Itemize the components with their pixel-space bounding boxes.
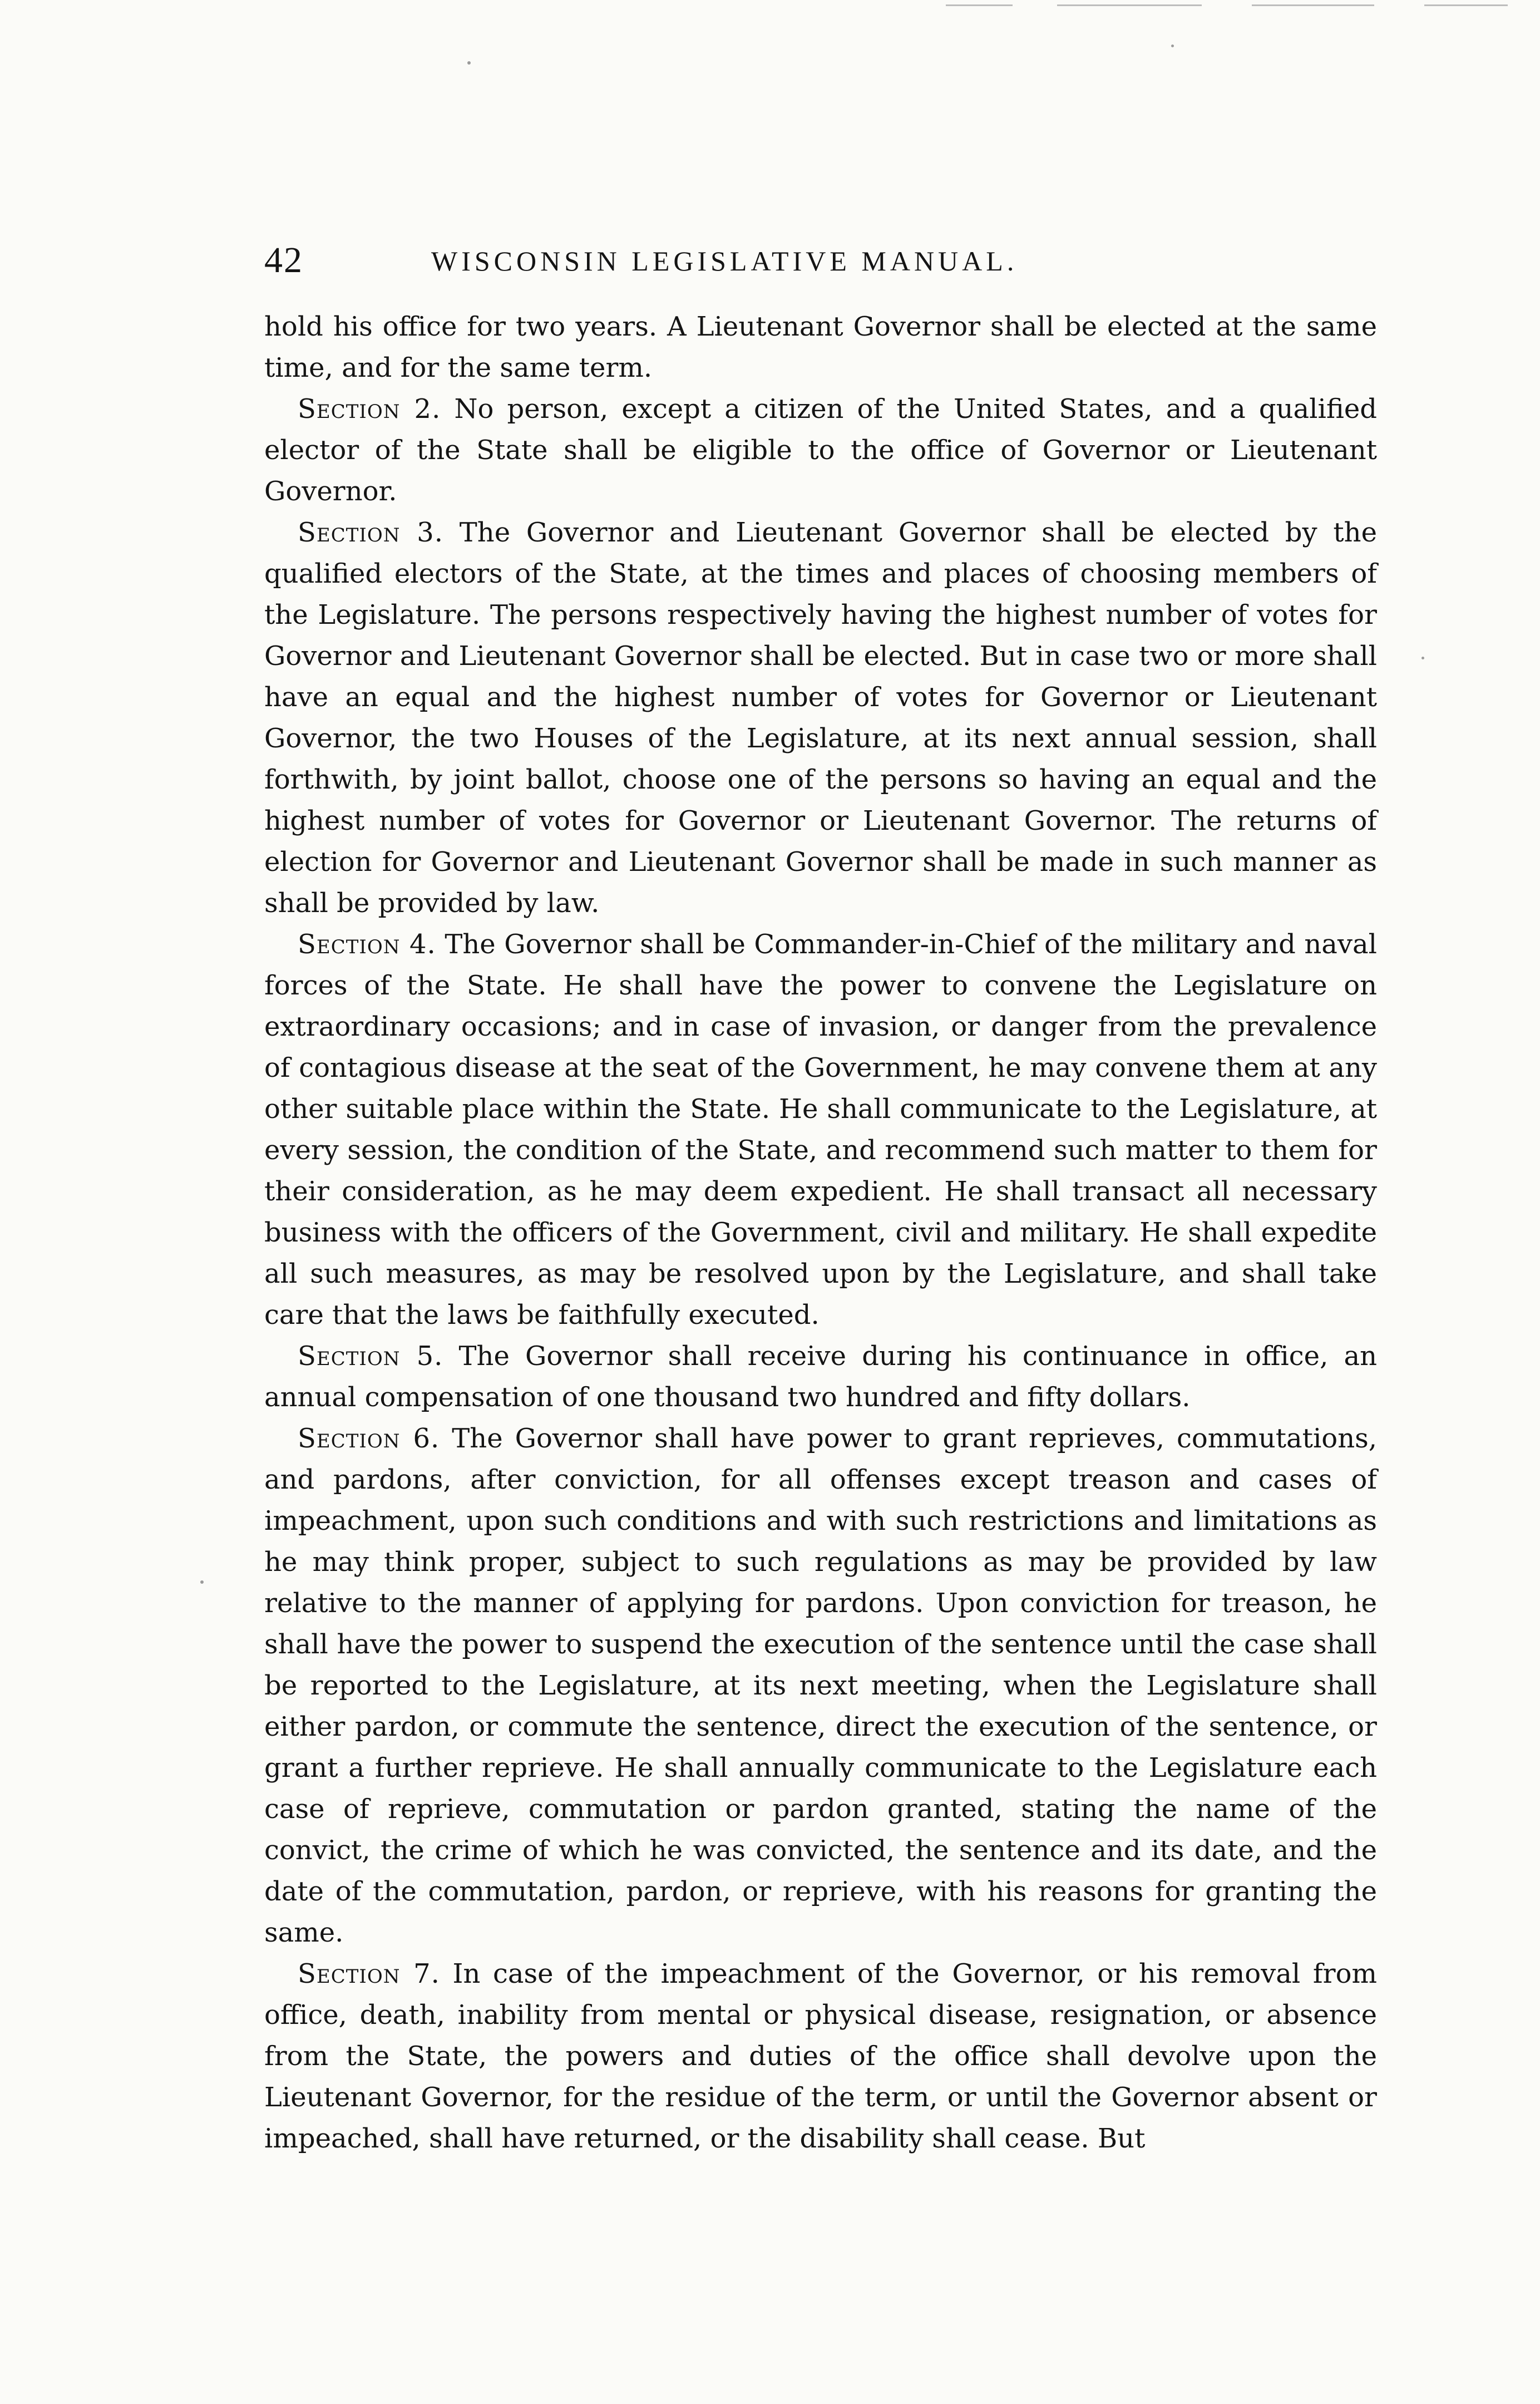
- paragraph-section-6: [264, 1418, 1377, 1953]
- paragraph-section-3: [264, 512, 1377, 924]
- section-label: Section 5.: [298, 1341, 443, 1372]
- paragraph-section-7: [264, 1953, 1377, 2159]
- scan-speck: [1421, 657, 1424, 659]
- section-label: Section 4.: [298, 929, 436, 960]
- page-number: 42: [264, 240, 303, 280]
- section-label: Section 6.: [298, 1423, 440, 1454]
- running-title: WISCONSIN LEGISLATIVE MANUAL.: [431, 245, 1018, 277]
- paragraph-section-4: [264, 924, 1377, 1336]
- scan-speck: [467, 61, 471, 65]
- paragraph-section-5: [264, 1336, 1377, 1418]
- document-page: [264, 239, 1377, 2298]
- scan-speck: [200, 1580, 204, 1584]
- paragraph-text: The Governor shall receive during his continuance in office, an annual compensation of one thousand two hundred and fifty dollars.: [264, 1341, 1377, 1413]
- scan-artifact-line: [1057, 4, 1202, 6]
- paragraph-text: In case of the impeachment of the Governor, or his removal from office, death, inability from mental or physical disease, resignation, or absence from the State, the powers and duties of the office shall devolve upon the Lieutenant Governor, for the residue of the term, or until the Governor absent or impeached, shall have returned, or the disability shall cease. But: [264, 1958, 1377, 2154]
- paragraph-text: The Governor shall be Commander-in-Chief of the military and naval forces of the State. He shall have the power to convene the Legislature on extraordinary occasions; and in case of invasion, or danger from the prevalence of contagious disease at the seat of the Government, he may convene them at any other suitable place within the State. He shall communicate to the Legislature, at every session, the condition of the State, and recommend such matter to them for their consideration, as he may deem expedient. He shall transact all necessary business with the officers of the Government, civil and military. He shall expedite all such measures, as may be resolved upon by the Legislature, and shall take care that the laws be faithfully executed.: [264, 929, 1377, 1331]
- section-label: Section 7.: [298, 1958, 440, 1989]
- body-text: [264, 306, 1377, 2159]
- scan-artifact-line: [946, 4, 1013, 6]
- section-label: Section 3.: [298, 517, 444, 548]
- scan-artifact-line: [1252, 4, 1374, 6]
- paragraph-text: hold his office for two years. A Lieutenant Governor shall be elected at the same time, and for the same term.: [264, 311, 1377, 383]
- paragraph-text: No person, except a citizen of the United States, and a qualified elector of the State shall be eligible to the office of Governor or Lieutenant Governor.: [264, 393, 1377, 507]
- paragraph-text: The Governor and Lieutenant Governor shall be elected by the qualified electors of the State, at the times and places of choosing members of the Legislature. The persons respectively having the highest number of votes for Governor and Lieutenant Governor shall be elected. But in case two or more shall have an equal and the highest number of votes for Governor or Lieutenant Governor, the two Houses of the Legislature, at its next annual session, shall forthwith, by joint ballot, choose one of the persons so having an equal and the highest number of votes for Governor or Lieutenant Governor. The returns of election for Governor and Lieutenant Governor shall be made in such manner as shall be provided by law.: [264, 517, 1378, 919]
- running-head: [264, 239, 1377, 289]
- paragraph-continuation: [264, 306, 1377, 388]
- paragraph-text: The Governor shall have power to grant reprieves, commutations, and pardons, after conviction, for all offenses except treason and cases of impeachment, upon such conditions and with such restrictions and limitations as he may think proper, subject to such regulations as may be provided by law relative to the manner of applying for pardons. Upon conviction for treason, he shall have the power to suspend the execution of the sentence until the case shall be reported to the Legislature, at its next meeting, when the Legislature shall either pardon, or commute the sentence, direct the execution of the sentence, or grant a further reprieve. He shall annually communicate to the Legislature each case of reprieve, commutation or pardon granted, stating the name of the convict, the crime of which he was convicted, the sentence and its date, and the date of the commutation, pardon, or reprieve, with his reasons for granting the same.: [264, 1423, 1377, 1948]
- scan-artifact-line: [1424, 4, 1508, 6]
- section-label: Section 2.: [298, 393, 441, 425]
- paragraph-section-2: [264, 388, 1377, 512]
- scan-speck: [1171, 45, 1174, 47]
